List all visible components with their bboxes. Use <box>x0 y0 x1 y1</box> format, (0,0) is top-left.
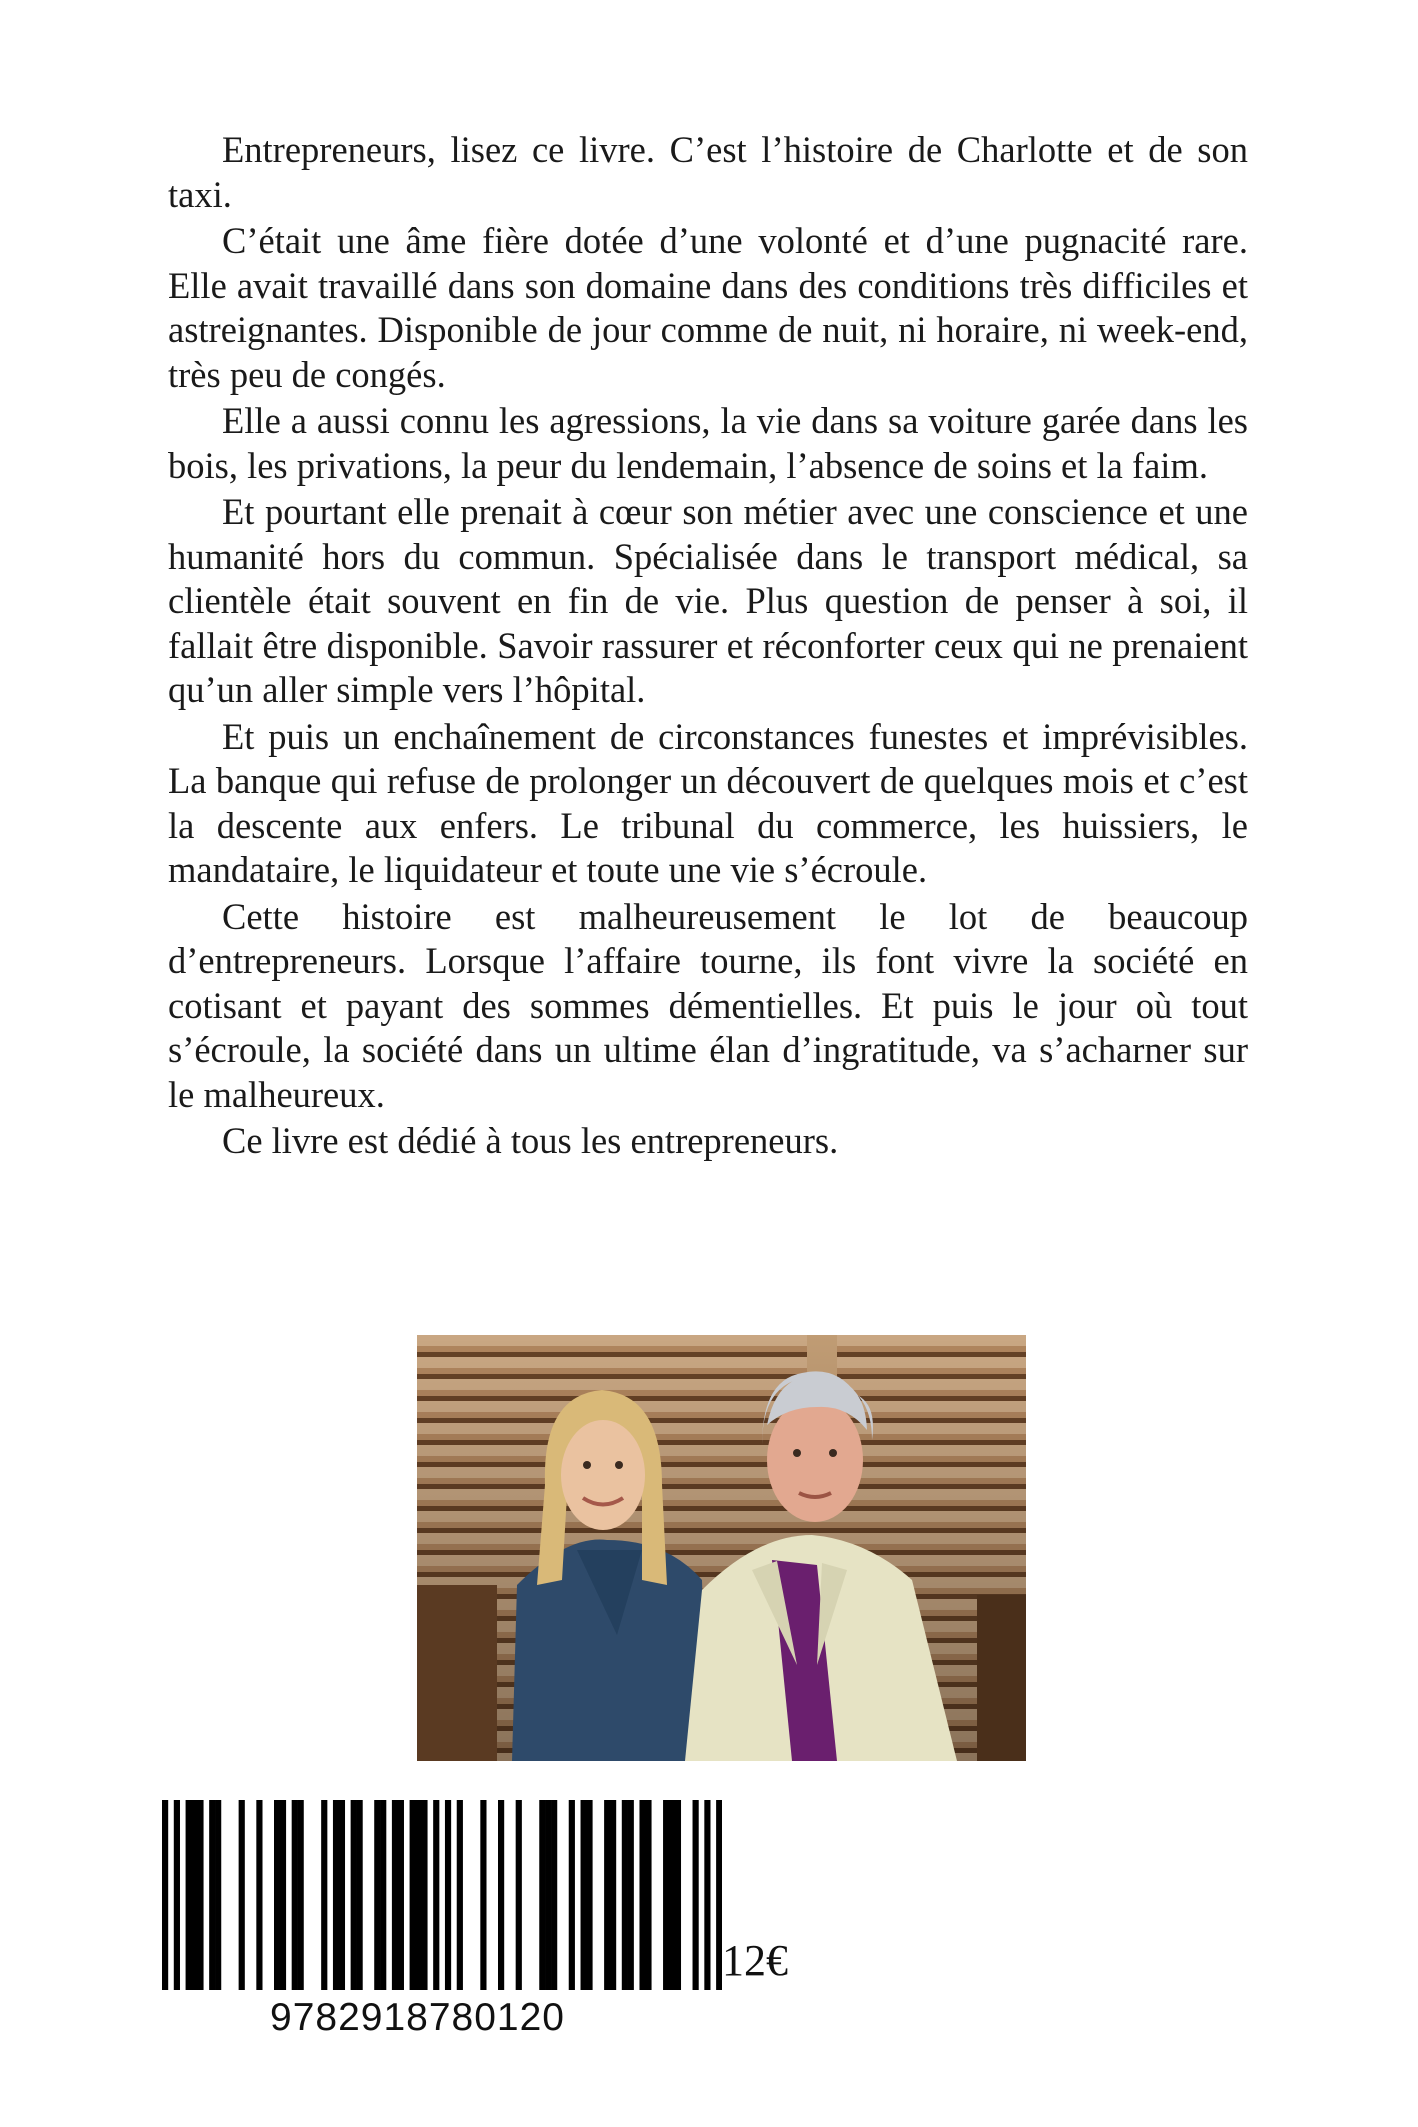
barcode-bar <box>569 1800 575 1990</box>
barcode-bar <box>339 1800 345 1990</box>
barcode-bar <box>693 1800 699 1990</box>
barcode-bar <box>215 1800 221 1990</box>
paragraph-hardships: Elle a aussi connu les agressions, la vie dans sa voiture garée dans les bois, les privations, la peur du lendemain, l’absence de soins et la faim. <box>168 400 1248 486</box>
barcode-bar <box>586 1800 592 1990</box>
barcode-bar <box>445 1800 451 1990</box>
back-cover-text <box>168 128 1248 1166</box>
barcode-bar <box>663 1800 669 1990</box>
paragraph-intro: Entrepreneurs, lisez ce livre. C’est l’histoire de Charlotte et de son taxi. <box>168 129 1248 215</box>
barcode-bar <box>374 1800 380 1990</box>
barcode-bar <box>410 1800 416 1990</box>
barcode-bar <box>357 1800 363 1990</box>
barcode-bar <box>539 1800 545 1990</box>
barcode-bar <box>162 1800 168 1990</box>
barcode-bar <box>292 1800 298 1990</box>
barcode-bar <box>639 1800 645 1990</box>
barcode-bar <box>274 1800 280 1990</box>
barcode-bar <box>457 1800 463 1990</box>
paragraph-profession: Et pourtant elle prenait à cœur son métier avec une conscience et une humanité hors du commun. Spécialisée dans le transport médical, sa clientèle était souvent en fin de vie. Plus question de penser à soi, il fallait être disponible. Savoir rassurer et réconforter ceux qui ne prenaient qu’un aller simple vers l’hôpital. <box>168 491 1248 710</box>
barcode-bar <box>604 1800 610 1990</box>
paragraph-downfall: Et puis un enchaînement de circonstances funestes et imprévisibles. La banque qui refuse de prolonger un découvert de quelques mois et c’est la descente aux enfers. Le tribunal du commerce, les huissiers, le mandataire, le liquidateur et toute une vie s’écroule. <box>168 715 1248 890</box>
barcode-bar <box>333 1800 339 1990</box>
barcode-bars <box>162 1800 722 1990</box>
paragraph-dedication: Ce livre est dédié à tous les entrepreneurs. <box>222 1120 839 1161</box>
barcode-bar <box>197 1800 203 1990</box>
barcode-bar <box>645 1800 651 1990</box>
barcode-bar <box>239 1800 245 1990</box>
barcode-bar <box>421 1800 427 1990</box>
barcode-bar <box>551 1800 557 1990</box>
paragraph-character: C’était une âme fière dotée d’une volonté et d’une pugnacité rare. Elle avait travaillé dans son domaine dans des conditions très difficiles et astreignantes. Disponible de jour comme de nuit, ni horaire, ni week-end, très peu de congés. <box>168 220 1248 395</box>
barcode-bar <box>186 1800 192 1990</box>
barcode-bar <box>415 1800 421 1990</box>
barcode-bar <box>174 1800 180 1990</box>
barcode-bar <box>209 1800 215 1990</box>
barcode-bar <box>675 1800 681 1990</box>
barcode-bar <box>298 1800 304 1990</box>
barcode-bar <box>610 1800 616 1990</box>
barcode-bar <box>516 1800 522 1990</box>
isbn-number: 9782918780120 <box>270 1996 565 2039</box>
barcode-bar <box>256 1800 262 1990</box>
author-photo <box>417 1335 1026 1761</box>
price-label: 12€ <box>722 1936 788 1985</box>
barcode-bar <box>351 1800 357 1990</box>
barcode-bar <box>392 1800 398 1990</box>
barcode-bar <box>628 1800 634 1990</box>
barcode-bar <box>704 1800 710 1990</box>
barcode-bar <box>321 1800 327 1990</box>
paragraph-entrepreneurs: Cette histoire est malheureusement le lot de beaucoup d’entrepreneurs. Lorsque l’affaire tourne, ils font vivre la société en cotisant et payant des sommes démentielles. Et puis le jour où tout s’écroule, la société dans un ultime élan d’ingratitude, va s’acharner sur le malheureux. <box>168 895 1248 1115</box>
barcode-bar <box>545 1800 551 1990</box>
barcode-bar <box>622 1800 628 1990</box>
barcode-bar <box>433 1800 439 1990</box>
barcode-bar <box>191 1800 197 1990</box>
barcode-bar <box>581 1800 587 1990</box>
barcode-bar <box>280 1800 286 1990</box>
barcode-bar <box>669 1800 675 1990</box>
barcode-bar <box>498 1800 504 1990</box>
barcode-bar <box>380 1800 386 1990</box>
barcode-bar <box>398 1800 404 1990</box>
barcode-bar <box>480 1800 486 1990</box>
